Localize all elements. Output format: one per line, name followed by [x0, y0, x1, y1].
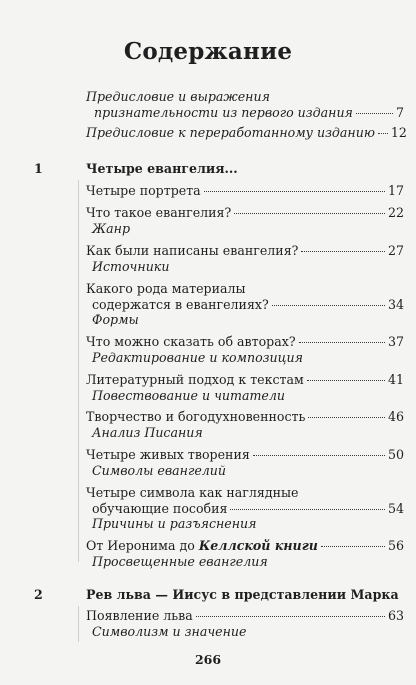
entry-title: Четыре портрета: [86, 183, 201, 198]
dot-leader: [253, 455, 385, 456]
entry-page: 22: [387, 205, 404, 220]
entry-page: 54: [387, 500, 404, 516]
entry-page: 63: [387, 608, 404, 623]
entry-title-part: От Иеронима до: [86, 538, 199, 553]
entry-subtitle: Формы: [92, 312, 139, 327]
dot-leader: [308, 417, 385, 418]
entry-page: 34: [387, 296, 404, 312]
entry-title: Появление льва: [86, 608, 193, 623]
dot-leader: [230, 509, 385, 510]
dot-leader: [301, 251, 385, 252]
chapter-number: 2: [34, 587, 43, 602]
entry-title-book: Келлской книги: [198, 538, 318, 553]
entry-subtitle: Жанр: [92, 220, 131, 236]
entry-title: Литературный подход к текстам: [86, 372, 304, 387]
dot-leader: [234, 213, 385, 214]
toc-entry[interactable]: [86, 183, 404, 199]
entry-page: 56: [387, 538, 404, 553]
chapter-heading-2[interactable]: [34, 587, 404, 603]
chapter-divider-line: [78, 180, 79, 562]
toc-entry-preface-first[interactable]: [86, 89, 404, 120]
toc-entry[interactable]: [86, 243, 404, 274]
dot-leader: [299, 342, 385, 343]
entry-page: 37: [387, 334, 404, 349]
entry-subtitle: Символы евангелий: [92, 462, 227, 478]
dot-leader: [307, 380, 385, 381]
dot-leader: [378, 133, 388, 134]
toc-entry[interactable]: [86, 485, 404, 532]
entry-title: Как были написаны евангелия?: [86, 243, 299, 258]
entry-subtitle: Редактирование и композиция: [92, 349, 303, 365]
toc-entry[interactable]: [86, 409, 404, 440]
chapter-number: 1: [34, 161, 43, 176]
entry-subtitle: Просвещенные евангелия: [92, 553, 268, 569]
toc-entry[interactable]: [86, 608, 404, 639]
dot-leader: [272, 305, 385, 306]
entry-title: Что такое евангелия?: [86, 205, 232, 220]
page-title: Содержание: [123, 38, 293, 65]
entry-page: 27: [387, 243, 404, 258]
entry-subtitle: Символизм и значение: [92, 623, 247, 639]
entry-page: 50: [387, 447, 404, 462]
entry-title-line2: признательности из первого издания: [94, 104, 353, 120]
toc-entry[interactable]: [86, 205, 404, 236]
entry-title: Что можно сказать об авторах?: [86, 334, 296, 349]
entry-title: Творчество и богодухновенность: [86, 409, 306, 424]
entry-title: [86, 538, 318, 554]
chapter-divider-line: [78, 606, 79, 642]
entry-title-line1: Предисловие и выражения: [86, 89, 270, 104]
toc-entry[interactable]: [86, 372, 404, 403]
entry-page: 7: [395, 104, 404, 120]
chapter-title: Рев льва — Иисус в представлении Марка: [86, 587, 399, 602]
entry-page: 46: [387, 409, 404, 424]
dot-leader: [356, 113, 393, 114]
toc-entry[interactable]: [86, 334, 404, 365]
entry-page: 41: [387, 372, 404, 387]
entry-subtitle: Повествование и читатели: [92, 387, 285, 403]
entry-title: Четыре живых творения: [86, 447, 250, 462]
dot-leader: [204, 191, 385, 192]
toc-entry[interactable]: [86, 447, 404, 478]
toc-entry[interactable]: [86, 281, 404, 328]
toc-entry[interactable]: [86, 538, 404, 569]
entry-subtitle: Источники: [92, 258, 170, 274]
entry-title-line2: обучающие пособия: [92, 500, 228, 516]
entry-title-line1: Четыре символа как наглядные: [86, 485, 299, 500]
entry-page: 17: [387, 183, 404, 198]
chapter-heading-1[interactable]: [34, 161, 404, 177]
dot-leader: [196, 616, 385, 617]
dot-leader: [321, 546, 385, 547]
entry-title-line2: содержатся в евангелиях?: [92, 296, 269, 312]
entry-subtitle: Причины и разъяснения: [92, 516, 257, 531]
entry-title: Предисловие к переработанному изданию: [86, 125, 375, 140]
chapter-title: Четыре евангелия...: [86, 161, 238, 176]
entry-title-line1: Какого рода материалы: [86, 281, 246, 296]
page-number: 266: [194, 652, 222, 667]
toc-entry-preface-revised[interactable]: [86, 125, 407, 141]
entry-subtitle: Анализ Писания: [92, 424, 203, 440]
entry-page: 12: [390, 125, 407, 140]
